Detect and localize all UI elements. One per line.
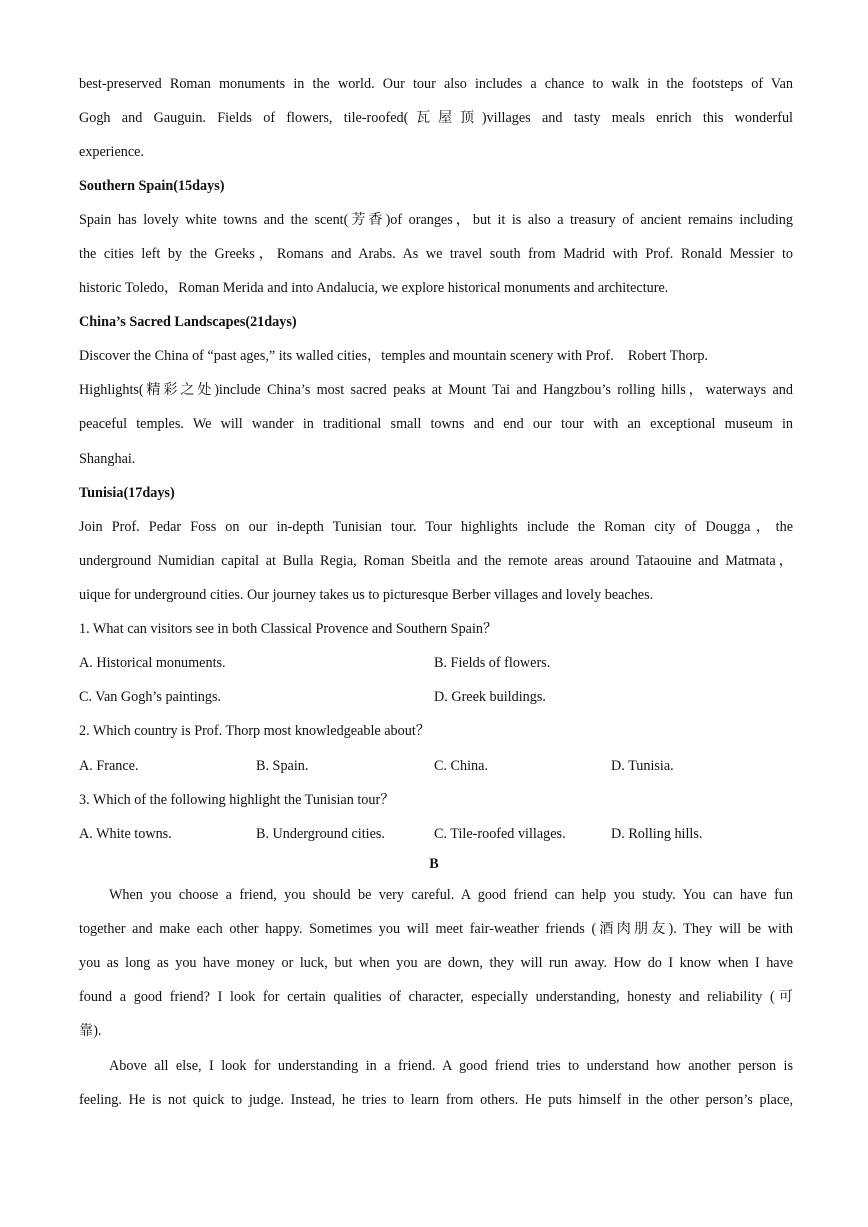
tunisia-line-1: Join Prof. Pedar Foss on our in-depth Tunisian tour. Tour highlights include the Roman city of Dougga，the (79, 519, 793, 535)
tunisia-line-3: uique for underground cities. Our journey takes us to picturesque Berber villages and lovely beaches. (79, 587, 654, 603)
question-2-stem: 2. Which country is Prof. Thorp most knowledgeable about？ (79, 723, 430, 739)
question-2-option-a: A. France. (79, 758, 139, 774)
china-line-3: peaceful temples. We will wander in traditional small towns and end our tour with an exceptional museum in (79, 416, 793, 432)
spain-heading: Southern Spain(15days) (79, 178, 225, 194)
section-b-label: B (429, 856, 439, 872)
question-2-option-b: B. Spain. (256, 758, 309, 774)
question-2-option-d: D. Tunisia. (611, 758, 674, 774)
question-1-stem: 1. What can visitors see in both Classical Provence and Southern Spain？ (79, 621, 498, 637)
question-3-stem: 3. Which of the following highlight the Tunisian tour？ (79, 792, 395, 808)
spain-line-2: the cities left by the Greeks，Romans and Arabs. As we travel south from Madrid with Prof. Ronald Messier to (79, 246, 793, 262)
question-1-option-b: B. Fields of flowers. (434, 655, 551, 671)
provence-line-3: experience. (79, 144, 144, 160)
provence-line-2: Gogh and Gauguin. Fields of flowers, tile-roofed(瓦屋顶)villages and tasty meals enrich this wonderful (79, 110, 793, 126)
question-3-option-b: B. Underground cities. (256, 826, 385, 842)
question-1-option-c: C. Van Gogh’s paintings. (79, 689, 222, 705)
provence-line-1: best-preserved Roman monuments in the world. Our tour also includes a chance to walk in the footsteps of Van (79, 76, 793, 92)
passage-b-p1-line-4: found a good friend? I look for certain qualities of character, especially understanding, honesty and reliability (可 (79, 989, 793, 1005)
question-1-option-d: D. Greek buildings. (434, 689, 546, 705)
china-line-1: Discover the China of “past ages,” its walled cities，temples and mountain scenery with Prof. Robert Thorp. (79, 348, 708, 364)
passage-b-p1-line-1: When you choose a friend, you should be very careful. A good friend can help you study. You can have fun (109, 887, 793, 903)
passage-b-p2-line-2: feeling. He is not quick to judge. Instead, he tries to learn from others. He puts himself in the other person’s place, (79, 1092, 793, 1108)
question-1-option-a: A. Historical monuments. (79, 655, 226, 671)
question-3-option-d: D. Rolling hills. (611, 826, 703, 842)
passage-b-p1-line-5: 靠). (79, 1023, 102, 1039)
tunisia-line-2: underground Numidian capital at Bulla Regia, Roman Sbeitla and the remote areas around Tataouine and Matmata， (79, 553, 793, 569)
passage-b-p1-line-2: together and make each other happy. Sometimes you will meet fair-weather friends (酒肉朋友). They will be with (79, 921, 793, 937)
tunisia-heading: Tunisia(17days) (79, 485, 175, 501)
passage-b-p1-line-3: you as long as you have money or luck, but when you are down, they will run away. How do I know when I have (79, 955, 793, 971)
china-heading: China’s Sacred Landscapes(21days) (79, 314, 297, 330)
china-line-2: Highlights(精彩之处)include China’s most sacred peaks at Mount Tai and Hangzbou’s rolling hills，waterways and (79, 382, 793, 398)
question-3-option-c: C. Tile-roofed villages. (434, 826, 566, 842)
question-3-option-a: A. White towns. (79, 826, 172, 842)
question-2-option-c: C. China. (434, 758, 488, 774)
passage-b-p2-line-1: Above all else, I look for understanding in a friend. A good friend tries to understand how another person is (109, 1058, 793, 1074)
china-line-4: Shanghai. (79, 451, 136, 467)
spain-line-3: historic Toledo，Roman Merida and into Andalucia, we explore historical monuments and architecture. (79, 280, 669, 296)
spain-line-1: Spain has lovely white towns and the scent(芳香)of oranges，but it is also a treasury of ancient remains including (79, 212, 793, 228)
